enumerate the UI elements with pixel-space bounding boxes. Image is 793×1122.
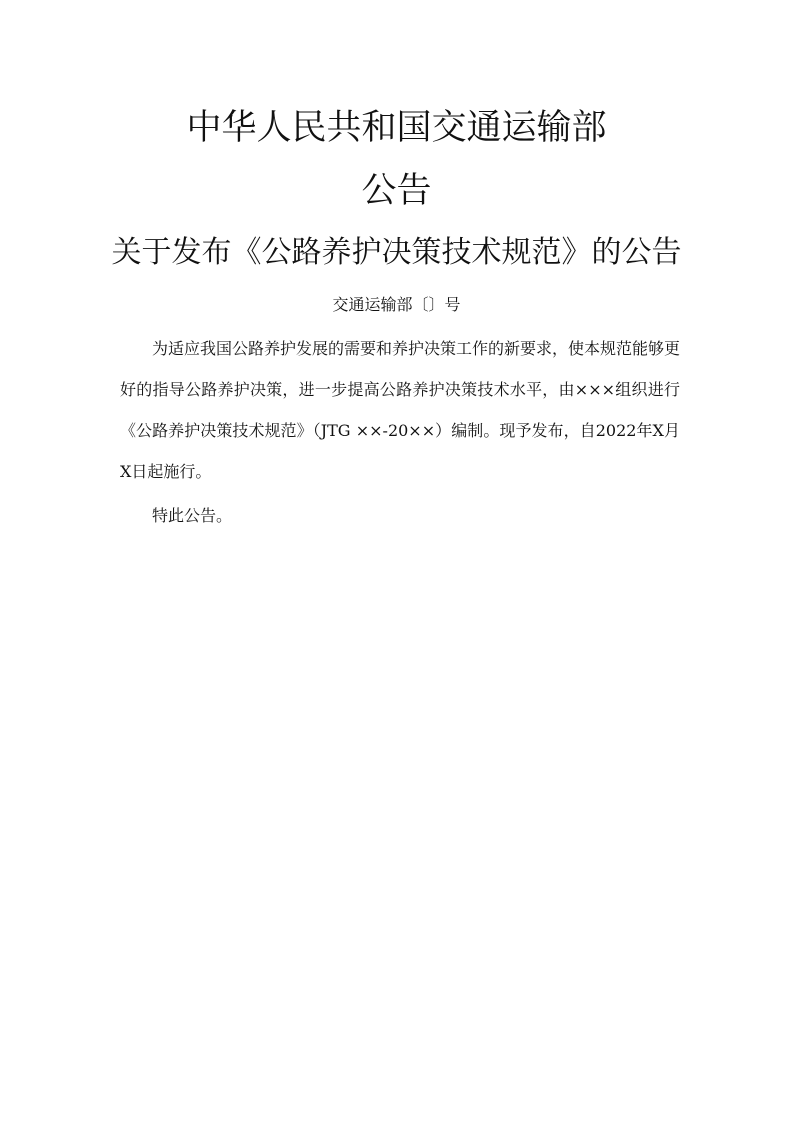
notice-body-paragraph: 为适应我国公路养护发展的需要和养护决策工作的新要求，使本规范能够更好的指导公路养护决策，进一步提高公路养护决策技术水平，由×××组织进行《公路养护决策技术规范》（JTG ××-20××）编制。现予发布，自2022年X月X日起施行。 [120,339,681,481]
notice-label: 公告 [361,171,432,211]
notice-heading: 关于发布《公路养护决策技术规范》的公告 [111,235,682,270]
closing-line: 特此公告。 [152,506,233,525]
document-number: 交通运输部〔〕号 [332,295,461,314]
ministry-title: 中华人民共和国交通运输部 [186,108,607,148]
